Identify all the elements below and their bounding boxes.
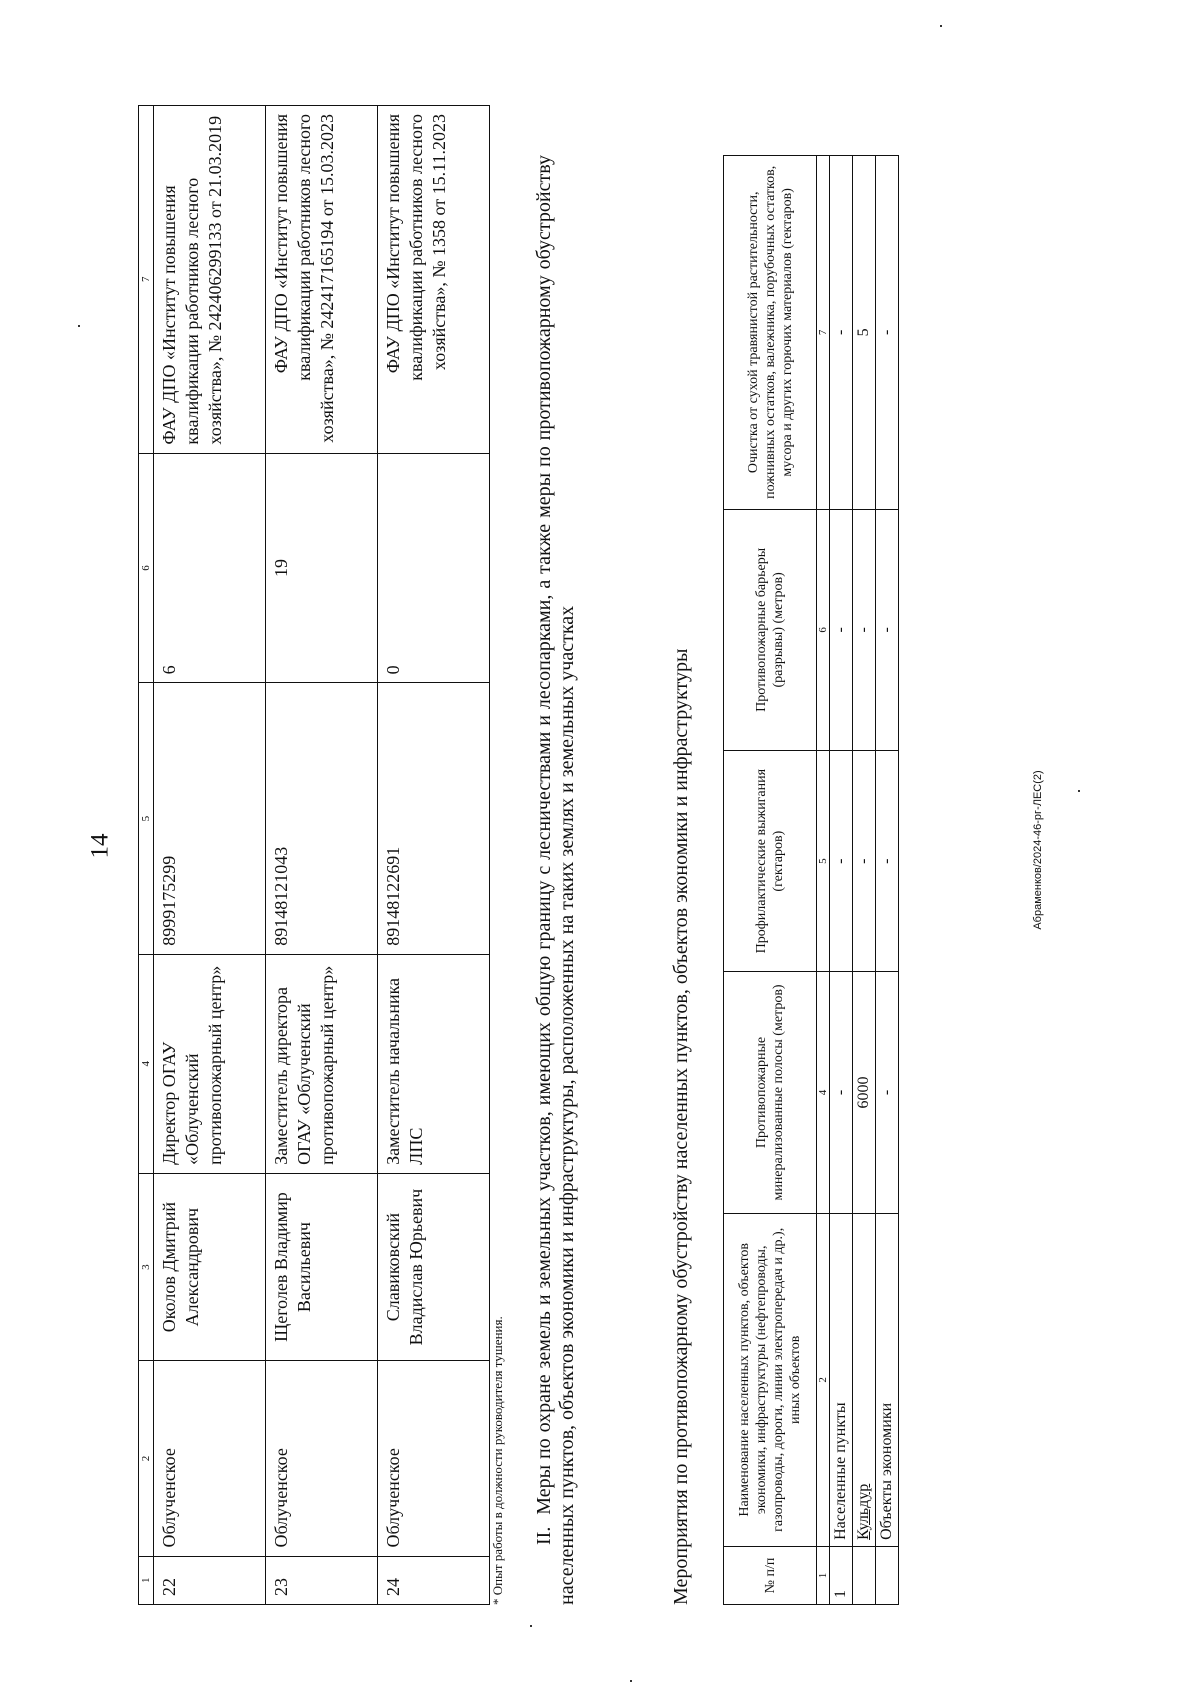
table-row — [378, 106, 490, 1605]
col-number: 7 — [817, 156, 830, 510]
row-number: 1 — [830, 1546, 853, 1604]
col-number: 3 — [139, 1173, 154, 1361]
barriers-cell: - — [853, 509, 876, 751]
training-cell: ФАУ ДПО «Институт повышения квалификации работников лесного хозяйства», № 1358 от 15.11.2023 — [378, 106, 490, 454]
scan-speck — [78, 325, 80, 327]
phone-cell: 89148122691 — [378, 683, 490, 954]
col-number: 4 — [817, 972, 830, 1214]
row-number: 22 — [154, 1556, 266, 1604]
district-cell: Облученское — [154, 1361, 266, 1556]
strips-cell: - — [876, 972, 899, 1214]
name-cell: Околов Дмитрий Александрович — [154, 1173, 266, 1361]
burning-cell: - — [876, 751, 899, 972]
section-numeral: II. — [533, 1526, 555, 1545]
barriers-cell: - — [876, 509, 899, 751]
burning-cell: - — [830, 751, 853, 972]
col-number: 7 — [139, 106, 154, 454]
measures-table-header — [724, 156, 817, 1605]
col-number: 2 — [817, 1213, 830, 1546]
col-number: 6 — [817, 509, 830, 751]
phone-cell: 89148121043 — [266, 683, 378, 954]
staff-table — [138, 105, 490, 1605]
district-cell: Облученское — [266, 1361, 378, 1556]
table-row — [830, 156, 853, 1605]
barriers-cell: - — [830, 509, 853, 751]
header-fire-barriers: Противопожарные барьеры (разрывы) (метров) — [724, 509, 817, 751]
col-number: 1 — [817, 1546, 830, 1604]
rotated-page-content — [138, 105, 1038, 1605]
scan-speck — [1078, 790, 1080, 792]
cleaning-cell: - — [876, 156, 899, 510]
cleaning-cell: - — [830, 156, 853, 510]
row-number: 23 — [266, 1556, 378, 1604]
row-number — [853, 1546, 876, 1604]
name-cell: Славиковский Владислав Юрьевич — [378, 1173, 490, 1361]
measures-table-column-numbers — [817, 156, 830, 1605]
col-number: 5 — [139, 683, 154, 954]
experience-cell: 0 — [378, 453, 490, 683]
table-row — [154, 106, 266, 1605]
training-cell: ФАУ ДПО «Институт повышения квалификации работников лесного хозяйства», № 242406299133 от 21.03.2019 — [154, 106, 266, 454]
header-number: № п/п — [724, 1546, 817, 1604]
table-row — [266, 106, 378, 1605]
col-number: 5 — [817, 751, 830, 972]
scan-speck — [530, 1625, 532, 1627]
measures-table — [723, 155, 899, 1605]
position-cell: Директор ОГАУ «Облученский противопожарный центр» — [154, 954, 266, 1173]
district-cell: Облученское — [378, 1361, 490, 1556]
col-number: 6 — [139, 453, 154, 683]
col-number: 2 — [139, 1361, 154, 1556]
phone-cell: 8999175299 — [154, 683, 266, 954]
section-text: Меры по охране земель и земельных участков, имеющих общую границу с лесничествами и лесопарками, а также меры по противопожарному обустройству населенных пунктов, объектов экономики и инфраструктуры, расположенных на таких землях и земельных участках — [533, 155, 578, 1605]
col-number: 4 — [139, 954, 154, 1173]
col-number: 1 — [139, 1556, 154, 1604]
staff-table-column-numbers — [139, 106, 154, 1605]
table-row — [853, 156, 876, 1605]
object-name-cell: Кульдур — [853, 1213, 876, 1546]
experience-cell: 6 — [154, 453, 266, 683]
position-cell: Заместитель начальника ЛПС — [378, 954, 490, 1173]
page-number: 14 — [86, 833, 114, 859]
header-preventive-burning: Профилактические выжигания (гектаров) — [724, 751, 817, 972]
row-number — [876, 1546, 899, 1604]
name-cell: Щеголев Владимир Васильевич — [266, 1173, 378, 1361]
section-heading — [533, 155, 579, 1605]
position-cell: Заместитель директора ОГАУ «Облученский противопожарный центр» — [266, 954, 378, 1173]
measures-subheading: Мероприятия по противопожарному обустройству населенных пунктов, объектов экономики и инфраструктуры — [670, 648, 692, 1605]
document-code: Абраменков/2024-46-рг-ЛЕС(2) — [1032, 770, 1044, 930]
object-name-cell: Населенные пункты — [830, 1213, 853, 1546]
cleaning-cell: 5 — [853, 156, 876, 510]
footnote: * Опыт работы в должности руководителя тушения. — [490, 1316, 505, 1605]
burning-cell: - — [853, 751, 876, 972]
header-mineralized-strips: Противопожарные минерализованные полосы (метров) — [724, 972, 817, 1214]
object-name-cell: Объекты экономики — [876, 1213, 899, 1546]
table-row — [876, 156, 899, 1605]
strips-cell: 6000 — [853, 972, 876, 1214]
training-cell: ФАУ ДПО «Институт повышения квалификации работников лесного хозяйства», № 242417165194 от 15.03.2023 — [266, 106, 378, 454]
header-object-name: Наименование населенных пунктов, объектов экономики, инфраструктуры (нефтепроводы, газопроводы, дороги, линии электропередач и др.), иных объектов — [724, 1213, 817, 1546]
header-cleaning: Очистка от сухой травянистой растительности, пожнивных остатков, валежника, порубочных остатков, мусора и других горючих материалов (гектаров) — [724, 156, 817, 510]
scan-speck — [630, 1680, 632, 1682]
row-number: 24 — [378, 1556, 490, 1604]
strips-cell: - — [830, 972, 853, 1214]
scan-speck — [940, 25, 942, 27]
experience-cell: 19 — [266, 453, 378, 683]
